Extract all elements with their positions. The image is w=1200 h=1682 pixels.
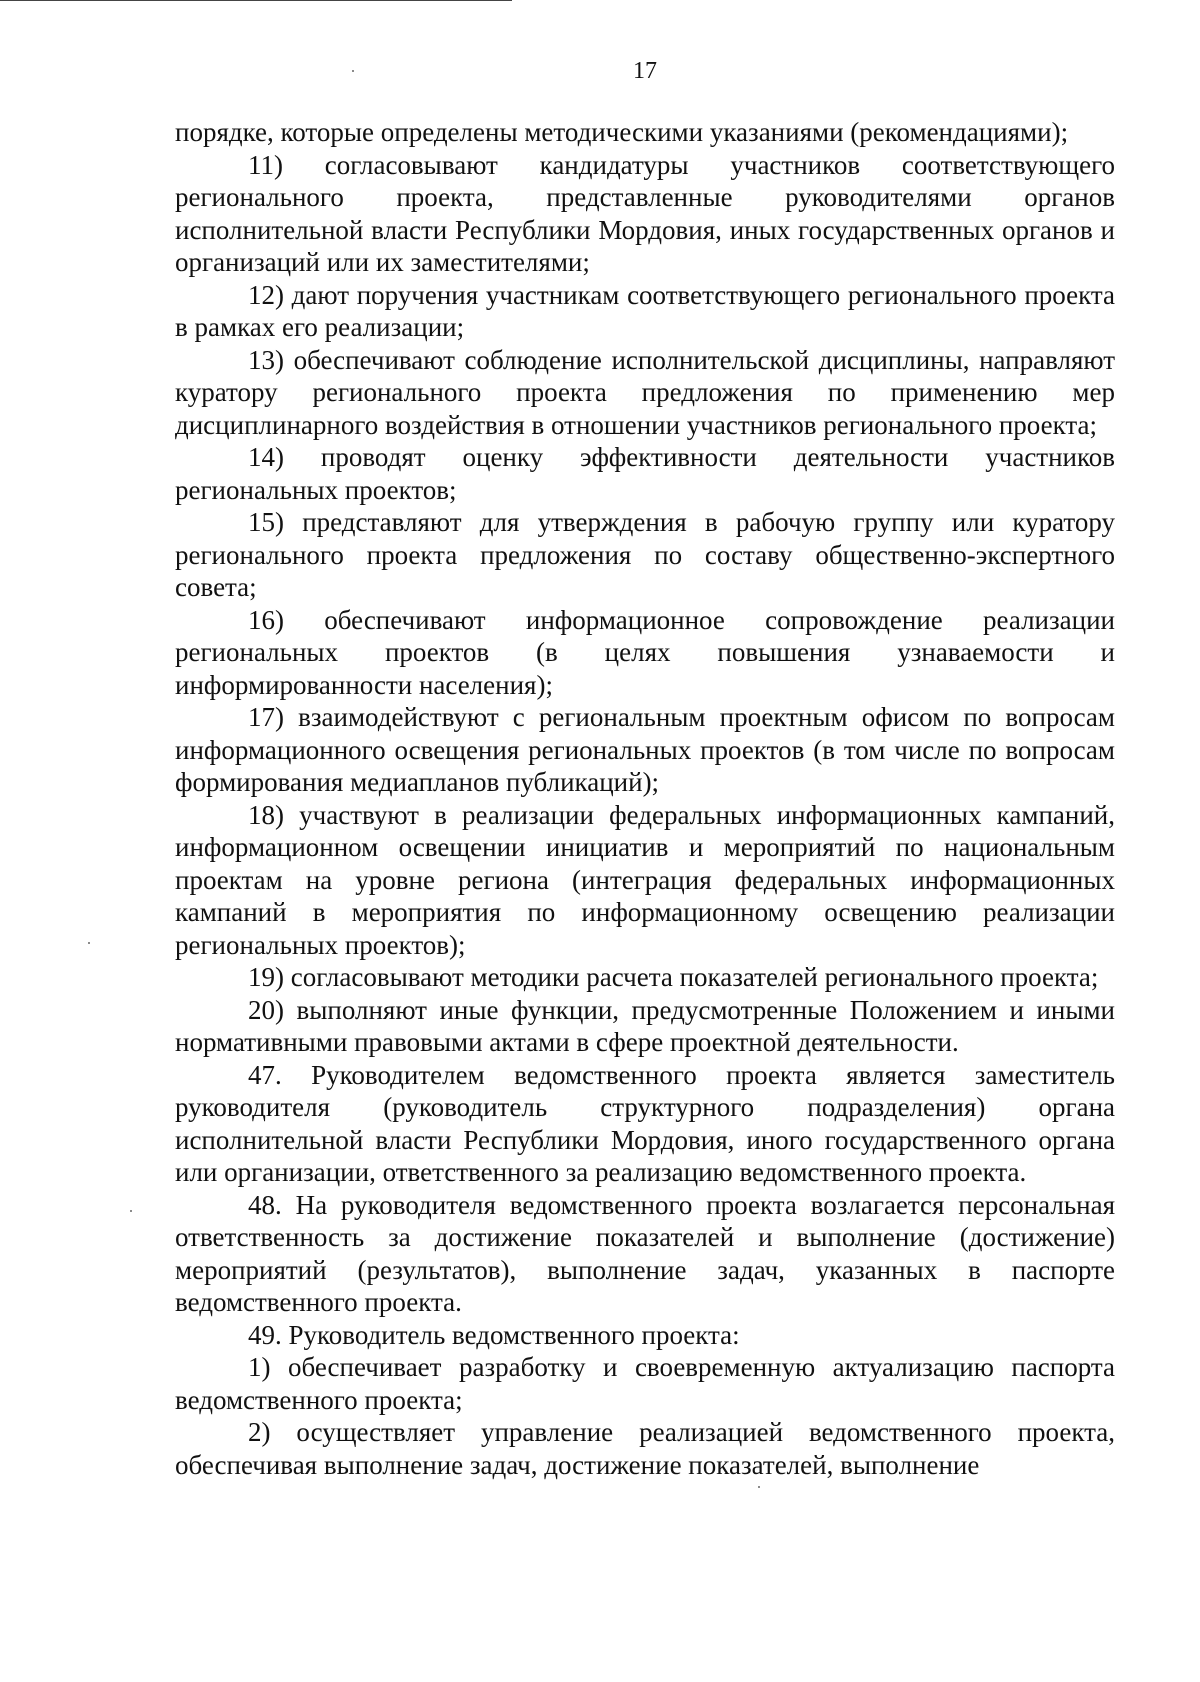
paragraph-item-16: 16) обеспечивают информационное сопровождение реализации региональных проектов (в целях повышения узнаваемости и информированности населения); bbox=[175, 604, 1115, 700]
paragraph-item-12: 12) дают поручения участникам соответствующего регионального проекта в рамках его реализации; bbox=[175, 279, 1115, 342]
scan-speck bbox=[88, 942, 90, 944]
paragraph-clause-48: 48. На руководителя ведомственного проекта возлагается персональная ответственность за достижение показателей и выполнение (достижение) мероприятий (результатов), выполнение задач, указанных в паспорте ведомственного проекта. bbox=[175, 1189, 1115, 1317]
scan-speck bbox=[130, 1210, 132, 1212]
paragraph-item-2: 2) осуществляет управление реализацией ведомственного проекта, обеспечивая выполнение задач, достижение показателей, выполнение bbox=[175, 1417, 1115, 1480]
paragraph-item-13: 13) обеспечивают соблюдение исполнительской дисциплины, направляют куратору регионального проекта предложения по применению мер дисциплинарного воздействия в отношении участников регионального проекта; bbox=[175, 344, 1115, 440]
scan-top-edge-line bbox=[0, 0, 512, 1]
scan-speck bbox=[758, 1486, 760, 1488]
paragraph-item-11: 11) согласовывают кандидатуры участников соответствующего регионального проекта, представленные руководителями органов исполнительной власти Республики Мордовия, иных государственных органов и организаций или их заместителями; bbox=[175, 149, 1115, 277]
paragraph-item-20: 20) выполняют иные функции, предусмотренные Положением и иными нормативными правовыми актами в сфере проектной деятельности. bbox=[175, 994, 1115, 1057]
paragraph-item-19: 19) согласовывают методики расчета показателей регионального проекта; bbox=[248, 962, 1099, 992]
paragraph-clause-47: 47. Руководителем ведомственного проекта является заместитель руководителя (руководитель структурного подразделения) органа исполнительной власти Республики Мордовия, иного государственного органа или организации, ответственного за реализацию ведомственного проекта. bbox=[175, 1059, 1115, 1187]
paragraph-clause-49: 49. Руководитель ведомственного проекта: bbox=[248, 1319, 740, 1350]
paragraph-item-14: 14) проводят оценку эффективности деятельности участников региональных проектов; bbox=[175, 442, 1115, 505]
paragraph-continuation: порядке, которые определены методическими указаниями (рекомендациями); bbox=[175, 117, 1069, 147]
paragraph-item-1: 1) обеспечивает разработку и своевременную актуализацию паспорта ведомственного проекта; bbox=[175, 1352, 1115, 1415]
document-body bbox=[175, 116, 1115, 1481]
paragraph-item-15: 15) представляют для утверждения в рабочую группу или куратору регионального проекта предложения по составу общественно-экспертного совета; bbox=[175, 507, 1115, 602]
paragraph-item-18: 18) участвуют в реализации федеральных информационных кампаний, информационном освещении инициатив и мероприятий по национальным проектам на уровне региона (интеграция федеральных информационных кампаний в мероприятия по информационному освещению реализации региональных проектов); bbox=[175, 799, 1115, 960]
page-number: 17 bbox=[633, 58, 657, 84]
paragraph-item-17: 17) взаимодействуют с региональным проектным офисом по вопросам информационного освещения региональных проектов (в том числе по вопросам формирования медиапланов публикаций); bbox=[175, 702, 1115, 797]
